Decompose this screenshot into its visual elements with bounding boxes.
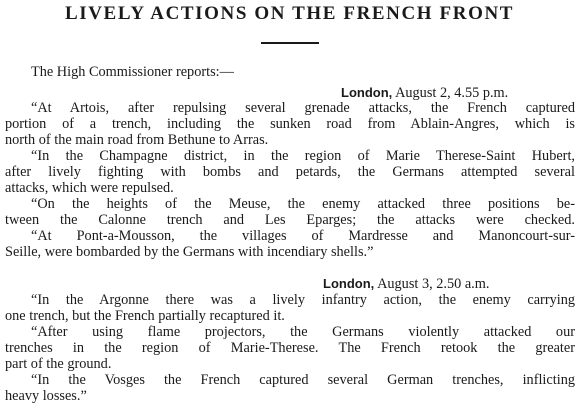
paragraph-line: “At Artois, after repulsing several grenade attacks, the French captured (31, 100, 575, 116)
paragraph-line: “In the Argonne there was a lively infantry action, the enemy carrying (31, 292, 575, 308)
paragraph-line: one trench, but the French partially recaptured it. (5, 308, 285, 324)
intro-line: The High Commissioner reports:— (31, 64, 234, 80)
paragraph-line: “On the heights of the Meuse, the enemy attacked three positions be- (31, 196, 575, 212)
paragraph-line: “In the Vosges the French captured several German trenches, inflicting (31, 372, 575, 388)
paragraph-line: part of the ground. (5, 356, 112, 372)
dateline-1 (341, 85, 508, 101)
headline-rule (261, 42, 319, 44)
dateline-city: London, (323, 276, 375, 291)
dateline-date: August 2, 4.55 p.m. (395, 85, 509, 101)
paragraph-line: “At Pont-a-Mousson, the villages of Mardresse and Manoncourt-sur- (31, 228, 575, 244)
dateline-2 (323, 276, 489, 292)
paragraph-line: tween the Calonne trench and Les Eparges; the attacks were checked. (5, 212, 575, 228)
headline: LIVELY ACTIONS ON THE FRENCH FRONT (64, 3, 515, 24)
paragraph-line: “In the Champagne district, in the region of Marie Therese-Saint Hubert, (31, 148, 575, 164)
dateline-date: August 3, 2.50 a.m. (377, 276, 490, 292)
paragraph-line: portion of a trench, including the sunken road from Ablain-Angres, which is (5, 116, 575, 132)
paragraph-line: after lively fighting with bombs and petards, the Germans attempted several (5, 164, 575, 180)
dateline-city: London, (341, 85, 393, 100)
paragraph-line: attacks, which were repulsed. (5, 180, 174, 196)
paragraph-line: Seille, were bombarded by the Germans with incendiary shells.” (5, 244, 374, 260)
paragraph-line: “After using flame projectors, the Germans violently attacked our (31, 324, 575, 340)
paragraph-line: north of the main road from Bethune to Arras. (5, 132, 269, 148)
paragraph-line: heavy losses.” (5, 388, 87, 404)
paragraph-line: trenches in the region of Marie-Therese. The French retook the greater (5, 340, 575, 356)
